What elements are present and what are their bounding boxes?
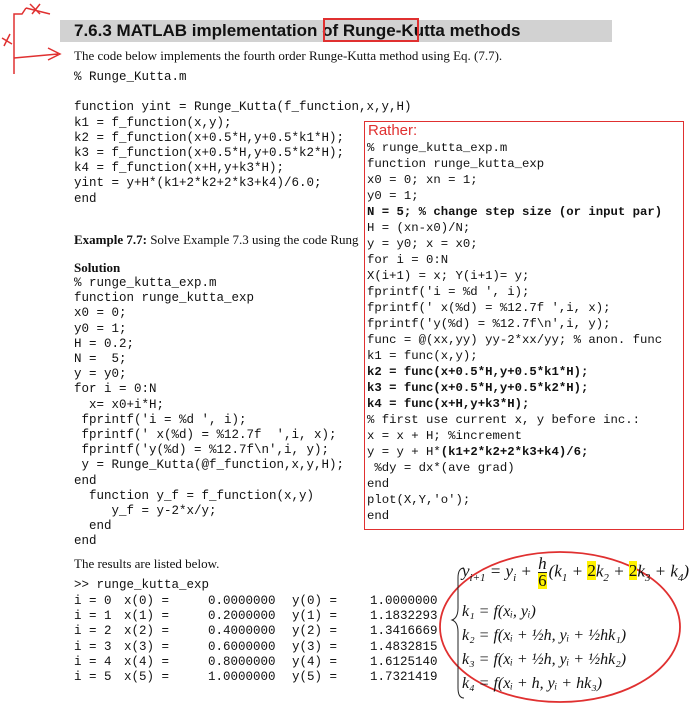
results-cell: i = 4 — [74, 654, 112, 669]
code-line: y0 = 1; — [74, 321, 127, 336]
rather-code-line: % first use current x, y before inc.: — [367, 413, 641, 427]
intro-text: The code below implements the fourth order Runge-Kutta method using Eq. (7.7). — [74, 48, 503, 63]
results-cell: 1.0000000 — [370, 594, 438, 608]
code-line: k3 = f_function(x+0.5*H,y+0.5*k2*H); — [74, 146, 345, 161]
results-cell: x(0) = — [124, 594, 170, 608]
code-line: for i = 0:N — [74, 382, 157, 397]
rather-code-line: k3 = func(x+0.5*H,y+0.5*k2*H); — [367, 381, 589, 395]
equation-k-block — [462, 600, 626, 696]
results-cell: i = 0 — [74, 594, 112, 608]
code-line: fprintf('y(%d) = %12.7f\n',i, y); — [74, 443, 330, 458]
results-cell: x(3) = — [124, 639, 170, 654]
results-cell: 0.0000000 — [208, 594, 276, 608]
rather-code-line: for i = 0:N — [367, 253, 449, 267]
results-cell: x(2) = — [124, 624, 170, 639]
solution-label: Solution — [74, 260, 121, 275]
results-cell: i = 3 — [74, 639, 112, 654]
results-cell: y(1) = — [292, 609, 338, 624]
results-cell: y(0) = — [292, 594, 338, 608]
results-cell: x(5) = — [124, 669, 170, 684]
rather-code-line: end — [367, 509, 390, 523]
code-listing-solution — [74, 276, 344, 550]
code-listing-runge-kutta — [74, 70, 412, 207]
results-cell: 0.6000000 — [208, 639, 276, 654]
heading-highlight: Runge-Kutta — [342, 21, 445, 40]
code-line: function y_f = f_function(x,y) — [74, 488, 315, 503]
rather-code-line: %dy = dx*(ave grad) — [367, 461, 515, 475]
eq-sub: i+1 — [469, 571, 486, 584]
code-line: % Runge_Kutta.m — [74, 70, 187, 84]
eq-y: y — [462, 561, 470, 581]
rather-code-line: fprintf(' x(%d) = %12.7f ',i, x); — [367, 301, 611, 315]
example-label: Example 7.7: — [74, 232, 147, 247]
results-cell: y(2) = — [292, 624, 338, 639]
code-line: yint = y+H*(k1+2*k2+2*k3+k4)/6.0; — [74, 176, 322, 191]
eq-six: 6 — [538, 571, 547, 590]
code-line: y = Runge_Kutta(@f_function,x,y,H); — [74, 458, 345, 473]
results-cell: 0.8000000 — [208, 654, 276, 669]
heading-prefix: 7.6.3 MATLAB implementation of — [74, 21, 343, 40]
code-line: fprintf('i = %d ', i); — [74, 412, 247, 427]
results-cell: 1.3416669 — [370, 624, 438, 639]
code-line: function runge_kutta_exp — [74, 291, 255, 306]
code-line: fprintf(' x(%d) = %12.7f ',i, x); — [74, 428, 337, 443]
rather-code-line: x = x + H; %increment — [367, 429, 522, 443]
results-cell: 1.7321419 — [370, 669, 438, 684]
code-line: end — [74, 534, 97, 549]
code-line: y_f = y-2*x/y; — [74, 504, 217, 519]
results-cell: 1.1832293 — [370, 609, 438, 624]
results-cell: i = 1 — [74, 609, 112, 624]
rather-code-line: k4 = func(x+H,y+k3*H); — [367, 397, 530, 411]
rather-code-line: end — [367, 477, 390, 491]
example-text: Solve Example 7.3 using the code Rung — [150, 232, 359, 247]
results-cell: 1.0000000 — [208, 669, 276, 684]
code-line: end — [74, 191, 97, 206]
results-cell: y(4) = — [292, 654, 338, 669]
code-line: y = y0; — [74, 367, 127, 382]
example-line — [74, 232, 359, 248]
results-cell: 1.6125140 — [370, 654, 438, 669]
code-line: k4 = f_function(x+H,y+k3*H); — [74, 161, 285, 176]
rather-code-line: H = (xn-x0)/N; — [367, 221, 471, 235]
results-cell: 1.4832815 — [370, 639, 438, 654]
code-line: k2 = f_function(x+0.5*H,y+0.5*k1*H); — [74, 130, 345, 145]
results-label: The results are listed below. — [74, 556, 220, 571]
results-cell: i = 2 — [74, 624, 112, 639]
rather-code-line: fprintf('i = %d ', i); — [367, 285, 530, 299]
results-cell: y(5) = — [292, 669, 338, 684]
code-listing-rather — [367, 140, 662, 524]
eq-k1: k₁ = f(xᵢ, yᵢ) — [462, 603, 536, 620]
results-cell: y(3) = — [292, 639, 338, 654]
rather-code-line: N = 5; % change step size (or input par) — [367, 205, 663, 219]
rather-code-line: plot(X,Y,'o'); — [367, 493, 471, 507]
rather-code-line: k1 = func(x,y); — [367, 349, 478, 363]
eq-k2: k₂ = f(xᵢ + ½h, yᵢ + ½hk₁) — [462, 627, 627, 644]
results-command: >> runge_kutta_exp — [74, 578, 210, 592]
eq-k3: k₃ = f(xᵢ + ½h, yᵢ + ½hk₂) — [462, 651, 627, 668]
code-line: % runge_kutta_exp.m — [74, 276, 217, 290]
rather-code-line: y = y0; x = x0; — [367, 237, 478, 251]
code-line: x0 = 0; — [74, 306, 127, 321]
code-line: H = 0.2; — [74, 336, 135, 351]
rather-code-line: y0 = 1; — [367, 189, 419, 203]
rather-label: Rather: — [368, 122, 418, 139]
results-cell: 0.2000000 — [208, 609, 276, 624]
equation-y-next: $y_{i+1} = y_i$ + $\frac{h}{6}$ $(k_1 + 2k_2 + 2k_3 + k_4)$ — [462, 554, 689, 590]
rather-code-line: % runge_kutta_exp.m — [367, 141, 508, 155]
heading-suffix: methods — [444, 21, 521, 40]
code-line — [74, 85, 412, 100]
code-line: end — [74, 519, 112, 534]
code-line: end — [74, 473, 97, 488]
results-cell: 0.4000000 — [208, 624, 276, 639]
rather-code-line: x0 = 0; xn = 1; — [367, 173, 478, 187]
rather-code-line: function runge_kutta_exp — [367, 157, 545, 171]
rather-code-line: func = @(xx,yy) yy-2*xx/yy; % anon. func — [367, 333, 663, 347]
section-heading — [74, 20, 520, 42]
rather-code-line: X(i+1) = x; Y(i+1)= y; — [367, 269, 530, 283]
code-line: x= x0+i*H; — [74, 397, 165, 412]
results-cell: x(1) = — [124, 609, 170, 624]
heading-annotation-box — [323, 18, 419, 42]
rather-code-line: fprintf('y(%d) = %12.7f\n',i, y); — [367, 317, 611, 331]
results-cell: i = 5 — [74, 669, 112, 684]
code-line: N = 5; — [74, 352, 127, 367]
code-line: k1 = f_function(x,y); — [74, 115, 232, 130]
rather-code-line: y = y + H*(k1+2*k2+2*k3+k4)/6; — [367, 445, 589, 459]
code-line: function yint = Runge_Kutta(f_function,x,y,H) — [74, 100, 412, 115]
eq-h: h — [538, 554, 547, 573]
eq-k4: k₄ = f(xᵢ + h, yᵢ + hk₃) — [462, 675, 603, 692]
results-cell: x(4) = — [124, 654, 170, 669]
rather-code-line: k2 = func(x+0.5*H,y+0.5*k1*H); — [367, 365, 589, 379]
